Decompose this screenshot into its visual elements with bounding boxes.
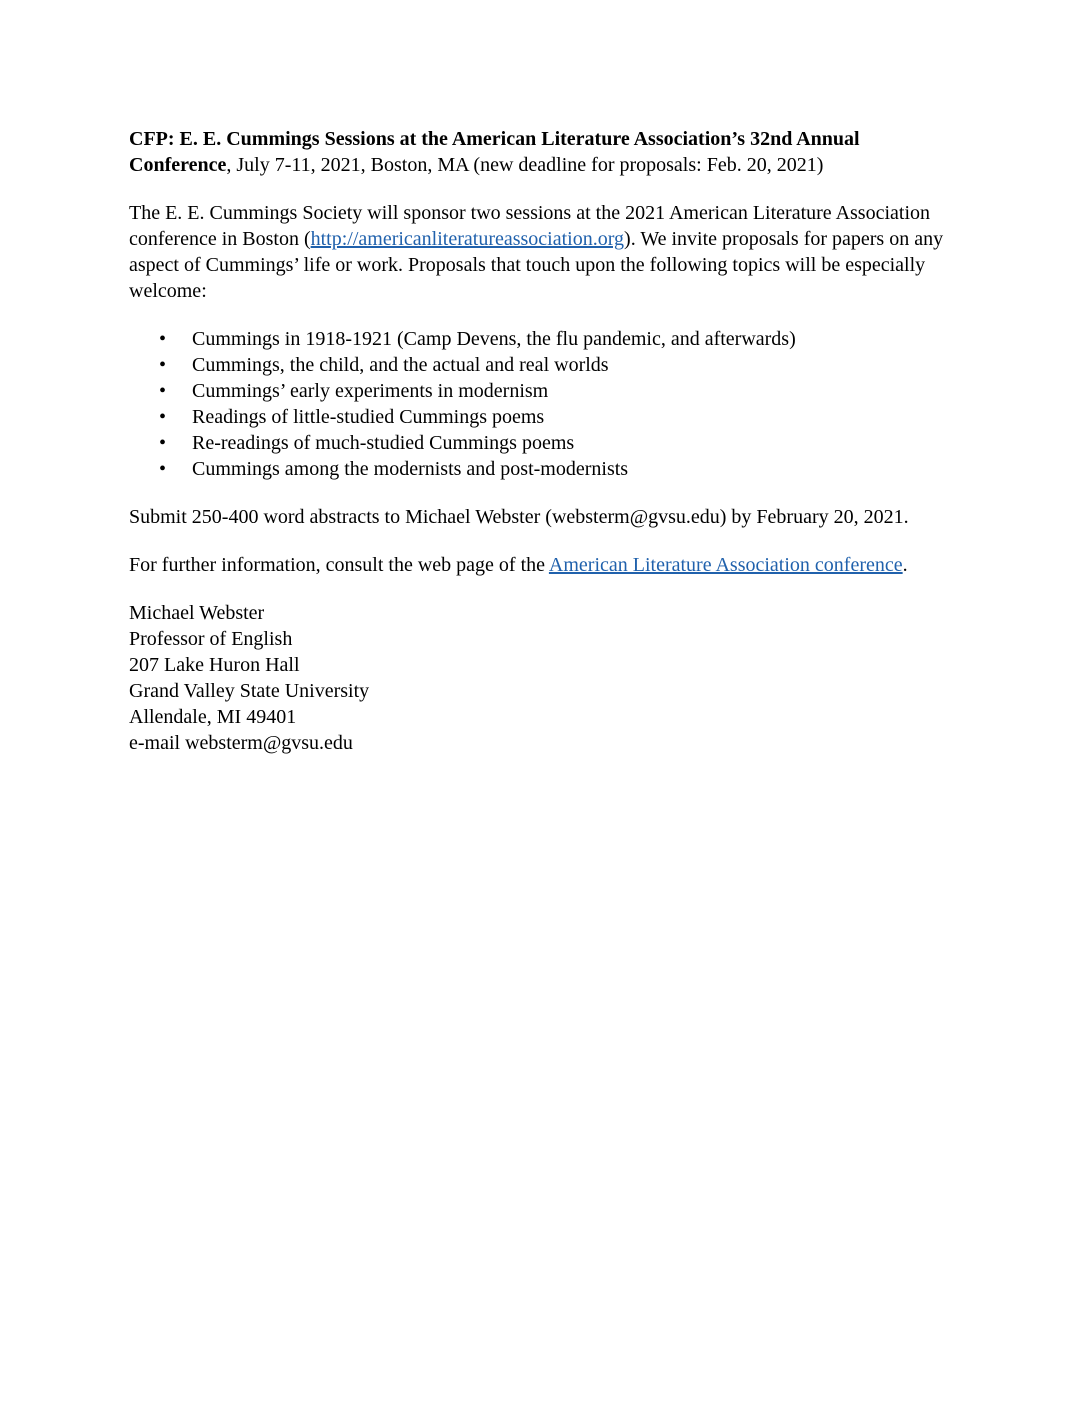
topic-item	[129, 456, 952, 482]
topic-item	[129, 378, 952, 404]
further-info-text-after-link: .	[902, 554, 908, 576]
signature-block	[129, 600, 952, 756]
topic-item	[129, 326, 952, 352]
bullet-icon: •	[159, 458, 167, 480]
cfp-heading-dates: , July 7-11, 2021, Boston, MA (new deadline for proposals: Feb. 20, 2021)	[226, 154, 824, 176]
signature-line-city: Allendale, MI 49401	[129, 706, 297, 728]
signature-line-university: Grand Valley State University	[129, 680, 370, 702]
topic-text: Cummings, the child, and the actual and real worlds	[192, 354, 609, 376]
signature-line-name: Michael Webster	[129, 602, 265, 624]
bullet-icon: •	[159, 354, 167, 376]
topic-text: Cummings among the modernists and post-modernists	[192, 458, 629, 480]
ala-conference-link[interactable]: American Literature Association conference	[548, 554, 903, 576]
further-info-text-before-link: For further information, consult the web page of the	[129, 554, 549, 576]
cfp-heading-bold: CFP: E. E. Cummings Sessions at the American Literature Association’s 32nd Annual Conference	[129, 128, 860, 176]
signature-line-email: e-mail websterm@gvsu.edu	[129, 732, 353, 754]
submission-paragraph: Submit 250-400 word abstracts to Michael Webster (websterm@gvsu.edu) by February 20, 2021.	[129, 506, 909, 528]
topic-text: Cummings’ early experiments in modernism	[192, 380, 549, 402]
cfp-heading	[129, 126, 952, 178]
topic-text: Re-readings of much-studied Cummings poems	[192, 432, 575, 454]
bullet-icon: •	[159, 380, 167, 402]
topic-text: Readings of little-studied Cummings poems	[192, 406, 545, 428]
topic-item	[129, 404, 952, 430]
intro-paragraph	[129, 200, 952, 304]
further-info-paragraph	[129, 552, 952, 578]
bullet-icon: •	[159, 432, 167, 454]
intro-text-after-link: ). We invite proposals for papers on any aspect of Cummings’ life or work. Proposals that touch upon the following topics will be especially welcome:	[129, 228, 944, 302]
intro-text-before-link: The E. E. Cummings Society will sponsor two sessions at the 2021 American Literature Association conference in Boston (	[129, 202, 930, 250]
bullet-icon: •	[159, 328, 167, 350]
signature-line-address: 207 Lake Huron Hall	[129, 654, 300, 676]
topic-item	[129, 430, 952, 456]
topic-item	[129, 352, 952, 378]
signature-line-title: Professor of English	[129, 628, 293, 650]
ala-url-link[interactable]: http://americanliteratureassociation.org	[310, 228, 625, 250]
bullet-icon: •	[159, 406, 167, 428]
topics-list	[129, 326, 952, 482]
topic-text: Cummings in 1918-1921 (Camp Devens, the flu pandemic, and afterwards)	[192, 328, 796, 350]
